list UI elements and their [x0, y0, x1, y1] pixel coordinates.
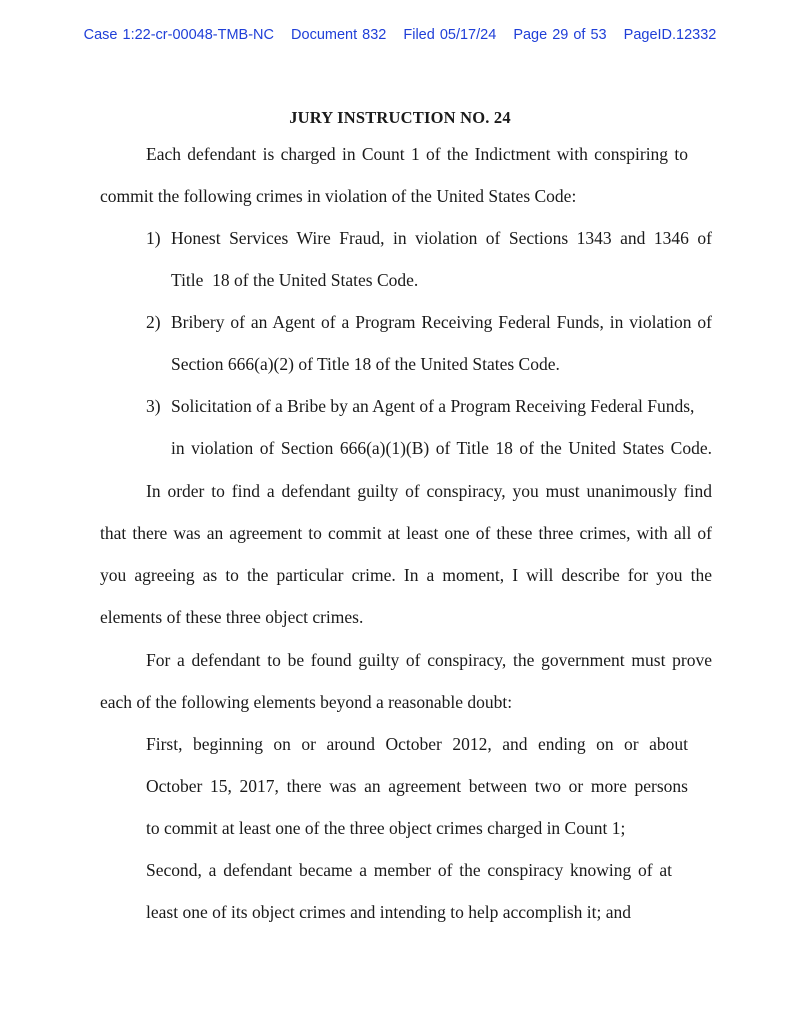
list-number-3: 3)	[146, 396, 161, 416]
list-item-1-line-2: Title 18 of the United States Code.	[171, 270, 419, 290]
element-first-line-3: to commit at least one of the three object crimes charged in Count 1;	[146, 818, 626, 838]
element-first-line-2: October 15, 2017, there was an agreement between two or more persons	[146, 776, 688, 796]
list-item-3-line-2: in violation of Section 666(a)(1)(B) of Title 18 of the United States Code.	[171, 438, 712, 458]
case-number: Case 1:22-cr-00048-TMB-NC	[83, 27, 274, 43]
list-item-1-line-1: Honest Services Wire Fraud, in violation of Sections 1343 and 1346 of	[171, 228, 712, 248]
para2-line-2: that there was an agreement to commit at least one of these three crimes, with all of	[100, 523, 712, 543]
page-id: PageID.12332	[623, 27, 717, 43]
list-item-3-line-1: Solicitation of a Bribe by an Agent of a Program Receiving Federal Funds,	[171, 396, 695, 416]
list-number-1: 1)	[146, 228, 161, 248]
para2-line-1: In order to find a defendant guilty of conspiracy, you must unanimously find	[146, 481, 712, 501]
intro-line-1: Each defendant is charged in Count 1 of the Indictment with conspiring to	[146, 144, 688, 164]
page-count: Page 29 of 53	[513, 27, 607, 43]
list-item-2-line-1: Bribery of an Agent of a Program Receiving Federal Funds, in violation of	[171, 312, 712, 332]
list-item-2-line-2: Section 666(a)(2) of Title 18 of the United States Code.	[171, 354, 560, 374]
element-second-line-2: least one of its object crimes and intending to help accomplish it; and	[146, 902, 632, 922]
page-title: JURY INSTRUCTION NO. 24	[289, 108, 511, 127]
ecf-filing-header	[0, 27, 800, 43]
document-number: Document 832	[291, 27, 387, 43]
list-number-2: 2)	[146, 312, 161, 332]
para3-line-1: For a defendant to be found guilty of conspiracy, the government must prove	[146, 650, 712, 670]
element-first-line-1: First, beginning on or around October 2012, and ending on or about	[146, 734, 688, 754]
para3-line-2: each of the following elements beyond a reasonable doubt:	[100, 692, 513, 712]
filed-date: Filed 05/17/24	[403, 27, 497, 43]
element-second-line-1: Second, a defendant became a member of the conspiracy knowing of at	[146, 860, 672, 880]
intro-line-2: commit the following crimes in violation of the United States Code:	[100, 186, 577, 206]
para2-line-3: you agreeing as to the particular crime. In a moment, I will describe for you the	[100, 565, 712, 585]
para2-line-4: elements of these three object crimes.	[100, 607, 364, 627]
